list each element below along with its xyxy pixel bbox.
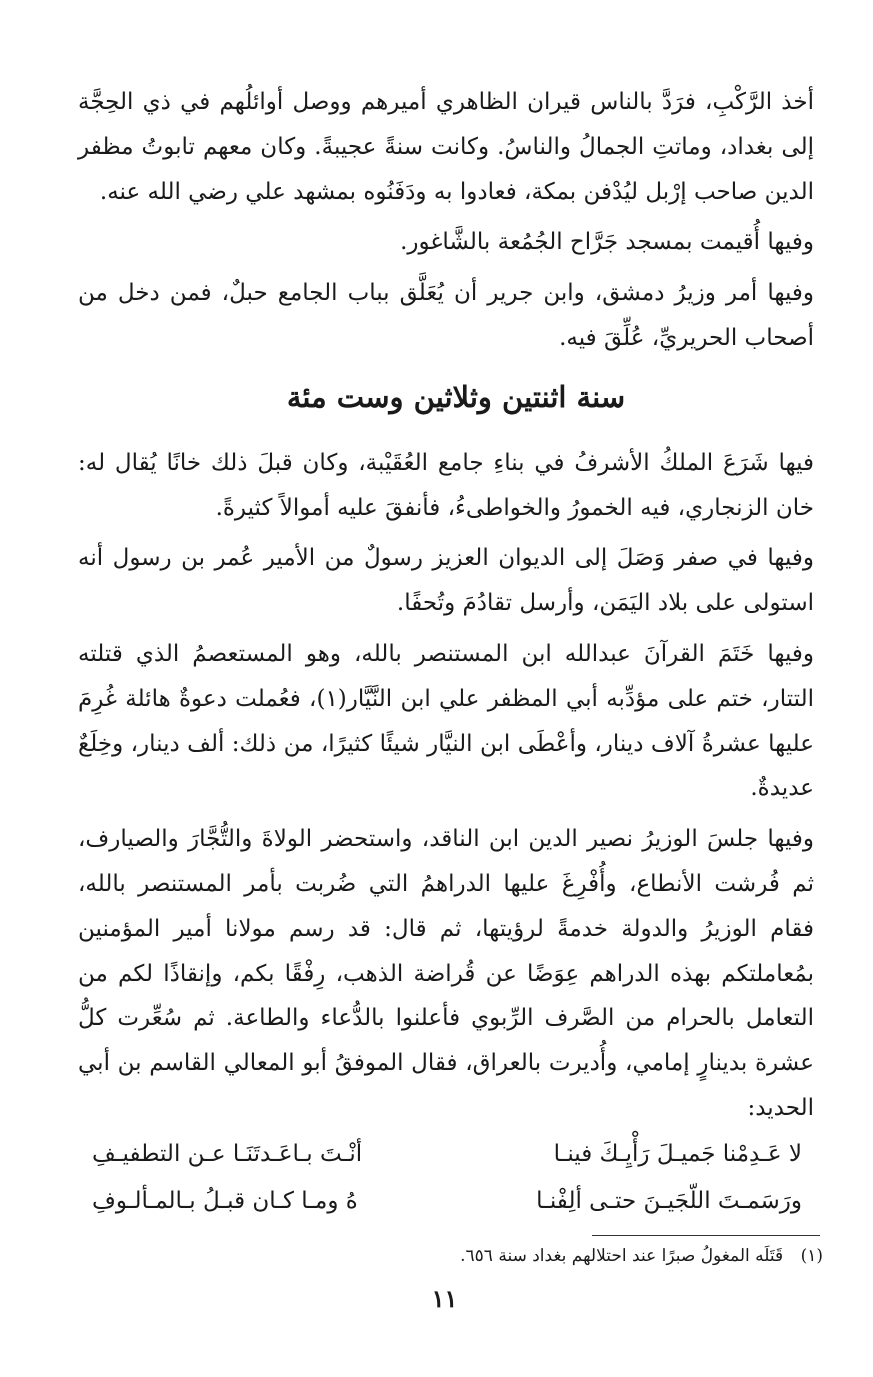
verse-second-hemistich: هُ ومـا كـان قبـلُ بـالمـألـوفِ [92, 1187, 358, 1214]
paragraph-yemen-envoy: وفيها في صفر وَصَلَ إلى الديوان العزيز رسولٌ من الأمير عُمر بن رسول أنه استولى على بلاد اليَمَن، وأرسل تقادُمَ وتُحفًا. [78, 545, 814, 617]
verse-first-hemistich: ورَسَمـتَ اللّجَيـنَ حتـى ألِفْنـا [536, 1187, 802, 1214]
paragraph-friday-prayer: وفيها أُقيمت بمسجد جَرَّاح الجُمُعة بالشَّاغور. [400, 229, 814, 256]
verse-second-hemistich: أنْـتَ بـاعَـدتَنَـا عـن التطفيـفِ [92, 1140, 363, 1167]
main-text [78, 80, 814, 1225]
poem [78, 1131, 814, 1225]
poem-verse [92, 1131, 802, 1178]
paragraph-mosque-construction: فيها شَرَعَ الملكُ الأشرفُ في بناءِ جامع العُقَيْبة، وكان قبلَ ذلك خانًا يُقال له: خان الزنجاري، فيه الخمورُ والخواطىءُ، فأنفقَ عليه أموالاً كثيرةً. [78, 449, 814, 521]
page-number: ١١ [431, 1284, 458, 1313]
poem-verse [92, 1178, 802, 1225]
footnote-separator [592, 1235, 820, 1236]
footnote [223, 1243, 823, 1269]
section-heading: سنة اثنتين وثلاثين وست مئة [286, 379, 626, 414]
paragraph-dirham-coinage: وفيها جلسَ الوزيرُ نصير الدين ابن الناقد، واستحضر الولاةَ والتُّجَّارَ والصيارف، ثم فُرشت الأنطاع، وأُفْرِغَ عليها الدراهمُ التي ضُربت بأمر المستنصر بالله، فقام الوزيرُ والدولة خدمةً لرؤيتها، ثم قال: قد رسم مولانا أمير المؤمنين بمُعاملتكم بهذه الدراهم عِوَضًا عن قُراضة الذهب، رِفْقًا بكم، وإنقاذًا لكم من التعامل بالحرام من الصَّرف الرِّبوي فأعلنوا بالدُّعاء والطاعة. ثم سُعِّرت كلُّ عشرة بدينارٍ إمامي، وأُديرت بالعراق، فقال الموفقُ أبو المعالي القاسم بن أبي الحديد: [78, 826, 814, 1121]
verse-first-hemistich: لا عَـدِمْنا جَميـلَ رَأْيِـكَ فينـا [553, 1140, 802, 1167]
paragraph-quran-completion: وفيها خَتَمَ القرآنَ عبدالله ابن المستنصر بالله، وهو المستعصمُ الذي قتلته التتار، ختم على مؤدِّبه أبي المظفر علي ابن النَّيَّار(١)، فعُملت دعوةٌ هائلة غُرِمَ عليها عشرةُ آلاف دينار، وأعْطَى ابن النيَّار شيئًا كثيرًا، من ذلك: ألف دينار، وخِلَعٌ عديدةٌ. [78, 640, 814, 802]
paragraph-caravan-return: أخذ الرَّكْبِ، فرَدَّ بالناس قيران الظاهري أميرهم ووصل أوائلُهم في ذي الحِجَّة إلى بغداد، وماتتِ الجمالُ والناسُ. وكانت سنةً عجيبةً. وكان معهم تابوتُ مظفر الدين صاحب إرْبل ليُدْفن بمكة، فعادوا به ودَفَنُوه بمشهد علي رضي الله عنه. [78, 89, 814, 205]
footnote-number: (١) [800, 1246, 823, 1266]
footnote-text: قَتَلَه المغولُ صبرًا عند احتلالهم بغداد سنة ٦٥٦. [460, 1246, 784, 1266]
paragraph-rope-order: وفيها أمر وزيرُ دمشق، وابن جرير أن يُعَلَّق بباب الجامع حبلٌ، فمن دخل من أصحاب الحريريِّ، عُلِّقَ فيه. [78, 280, 814, 351]
